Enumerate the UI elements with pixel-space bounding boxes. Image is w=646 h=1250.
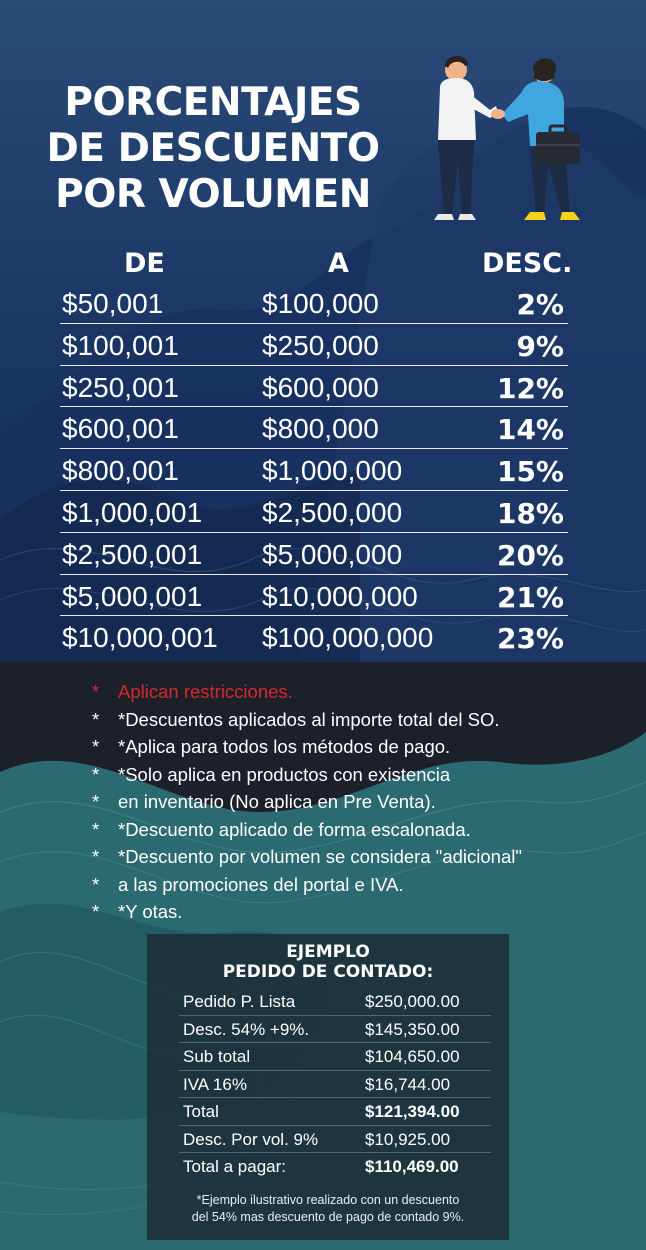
cell-from: $800,001: [62, 455, 179, 487]
list-item: [92, 761, 632, 789]
table-row: [60, 407, 568, 449]
list-item: [92, 843, 632, 871]
row-value: $104,650.00: [365, 1047, 460, 1066]
note-text: *Solo aplica en productos con existencia: [118, 763, 451, 785]
row-value: $121,394.00: [365, 1102, 460, 1121]
table-row: [60, 616, 568, 658]
cell-to: $100,000: [262, 288, 379, 319]
example-title-line-2: PEDIDO DE CONTADO:: [222, 962, 434, 982]
note-text: *Descuento por volumen se considera "adicional": [118, 846, 522, 867]
cell-discount: 14%: [496, 413, 564, 447]
bullet: *: [92, 873, 100, 895]
row-label: Sub total: [183, 1047, 251, 1066]
row-label: IVA 16%: [183, 1074, 247, 1094]
title-line-3: POR VOLUMEN: [55, 172, 371, 217]
bullet: *: [92, 763, 100, 785]
row-label: Total: [183, 1102, 219, 1121]
cell-discount: 23%: [496, 622, 564, 656]
table-row: [60, 366, 568, 408]
cell-to: $600,000: [262, 371, 379, 403]
table-row: [179, 1098, 491, 1126]
note-text: *Aplica para todos los métodos de pago.: [118, 736, 451, 757]
discount-table: [60, 282, 568, 658]
cell-discount: 15%: [496, 455, 564, 489]
cell-from: $10,000,001: [62, 622, 218, 654]
notes-list: [92, 678, 632, 926]
cell-discount: 21%: [496, 580, 564, 614]
bullet: *: [92, 818, 100, 840]
cell-from: $100,001: [62, 329, 179, 361]
cell-to: $2,500,000: [262, 496, 403, 528]
bullet: *: [92, 791, 100, 812]
table-row: [179, 1126, 491, 1154]
cell-to: $1,000,000: [262, 455, 403, 487]
row-label: Desc. 54% +9%.: [183, 1019, 310, 1039]
cell-to: $100,000,000: [262, 622, 434, 654]
cell-to: $10,000,000: [262, 580, 418, 612]
note-text: a las promociones del portal e IVA.: [118, 873, 404, 895]
note-text: *Descuentos aplicados al importe total del SO.: [118, 708, 500, 730]
row-label: Total a pagar:: [183, 1157, 287, 1176]
row-label: Pedido P. Lista: [183, 992, 296, 1011]
row-value: $145,350.00: [365, 1019, 460, 1039]
example-title: [147, 942, 509, 982]
note-text: *Descuento aplicado de forma escalonada.: [118, 818, 471, 840]
cell-to: $800,000: [262, 413, 379, 445]
table-row: [60, 533, 568, 575]
row-value: $16,744.00: [365, 1074, 451, 1094]
table-row: [60, 282, 568, 324]
table-row: [179, 1071, 491, 1099]
column-header-discount: DESC.: [482, 248, 573, 279]
cell-to: $250,000: [262, 329, 379, 361]
bullet: *: [92, 708, 100, 730]
bullet: *: [92, 901, 100, 922]
list-item: [92, 898, 632, 926]
cell-discount: 18%: [496, 496, 564, 530]
example-footnote: [147, 1192, 509, 1226]
handshake-business-people-icon: [418, 48, 608, 230]
table-row: [60, 491, 568, 533]
list-item: [92, 733, 632, 761]
note-text: en inventario (No aplica en Pre Venta).: [118, 791, 436, 812]
list-item: [92, 706, 632, 734]
cell-from: $1,000,001: [62, 496, 203, 528]
example-box: [147, 934, 509, 1240]
example-title-line-1: EJEMPLO: [286, 942, 370, 962]
list-item: [92, 788, 632, 816]
cell-to: $5,000,000: [262, 538, 403, 570]
cell-discount: 20%: [496, 538, 564, 572]
table-row: [60, 575, 568, 617]
cell-from: $250,001: [62, 371, 179, 403]
column-header-to: A: [328, 248, 349, 279]
title-line-1: PORCENTAJES: [64, 80, 362, 125]
cell-discount: 2%: [516, 288, 564, 321]
row-value: $10,925.00: [365, 1129, 451, 1149]
footnote-line-1: *Ejemplo ilustrativo realizado con un descuento: [196, 1193, 460, 1207]
page-title: [28, 80, 398, 218]
cell-discount: 9%: [516, 329, 564, 363]
cell-from: $600,001: [62, 413, 179, 445]
footnote-line-2: del 54% mas descuento de pago de contado 9%.: [191, 1210, 465, 1224]
example-table: [179, 988, 491, 1181]
row-value: $250,000.00: [365, 992, 460, 1011]
table-row: [179, 1043, 491, 1071]
table-row: [60, 449, 568, 491]
list-item: [92, 871, 632, 899]
cell-discount: 12%: [496, 371, 564, 405]
title-line-2: DE DESCUENTO: [46, 126, 380, 171]
cell-from: $2,500,001: [62, 538, 203, 570]
cell-from: $5,000,001: [62, 580, 203, 612]
note-text: Aplican restricciones.: [118, 681, 293, 702]
row-value: $110,469.00: [365, 1157, 459, 1176]
bullet: *: [92, 846, 100, 867]
column-header-from: DE: [124, 248, 165, 279]
table-row: [179, 1153, 491, 1181]
list-item: [92, 816, 632, 844]
list-item: [92, 678, 632, 706]
bullet: *: [92, 736, 100, 757]
table-row: [179, 988, 491, 1016]
table-row: [60, 324, 568, 366]
row-label: Desc. Por vol. 9%: [183, 1129, 319, 1149]
bullet: *: [92, 681, 100, 702]
cell-from: $50,001: [62, 288, 164, 319]
table-row: [179, 1016, 491, 1044]
note-text: *Y otas.: [118, 901, 183, 922]
